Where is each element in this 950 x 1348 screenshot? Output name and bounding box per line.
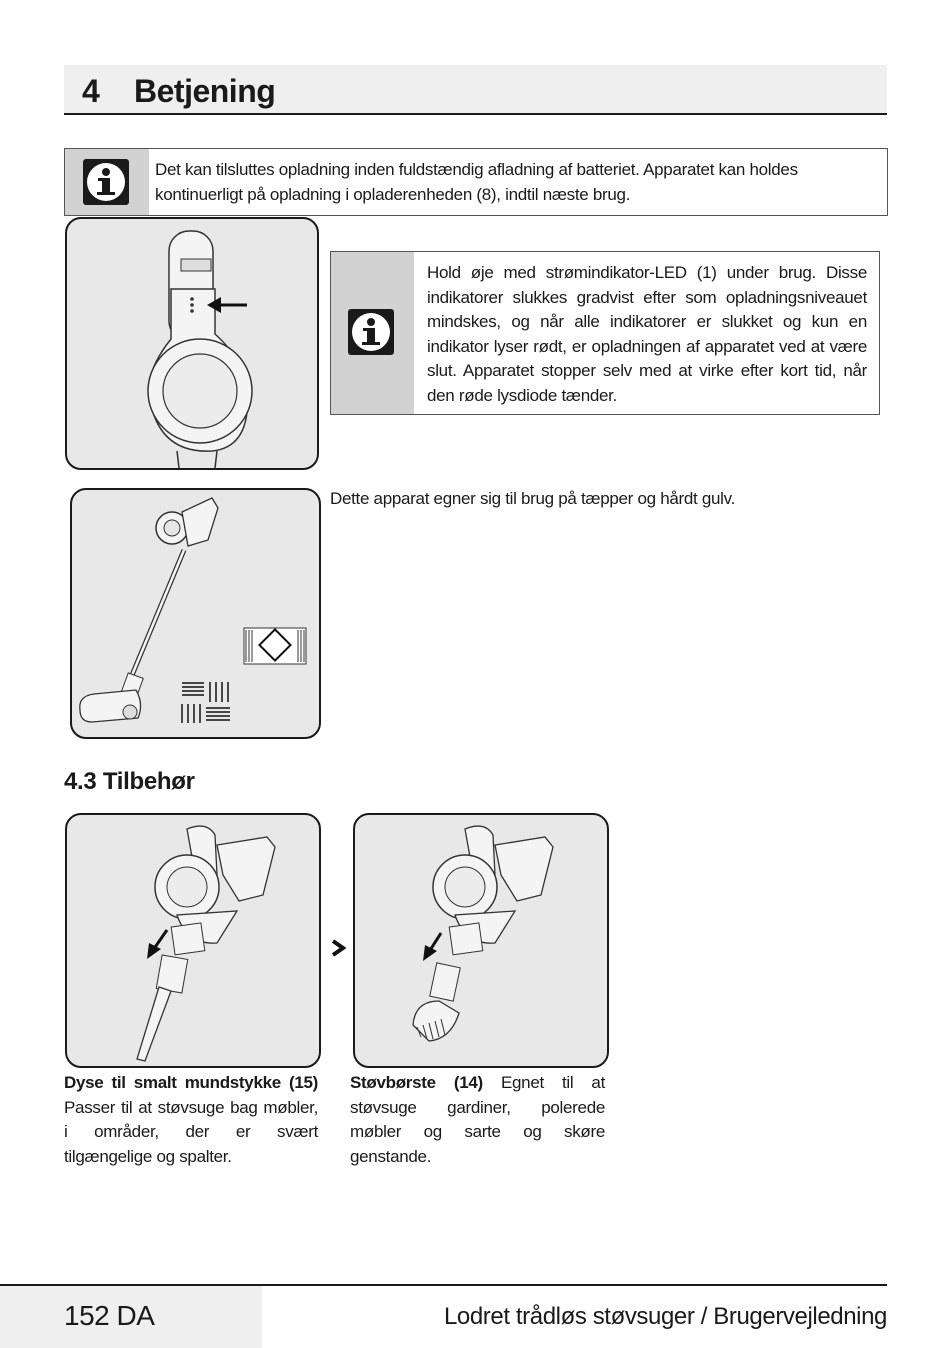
chapter-number: 4 [82,73,100,109]
chapter-header [64,65,887,115]
info-note-led [330,251,880,415]
illustration-led-indicator [65,217,319,470]
footer-document-title: Lodret trådløs støvsuger / Brugervejledning [443,1303,887,1330]
info-note-charging [64,148,888,216]
note-icon-cell [65,149,149,215]
arrow-right-icon [330,938,348,958]
section-title: 4.3 Tilbehør [64,768,195,795]
illustration-crevice-nozzle [65,813,321,1068]
accessory-name: Støvbørste (14) [350,1073,483,1092]
note-text: Det kan tilsluttes opladning inden fuldstændig afladning af batteriet. Apparatet kan holdes kontinuerligt på opladning i opladerenheden (8), indtil næste brug. [155,160,798,204]
accessory-description: Egnet til at støvsuge gardiner, polerede møbler og sarte og skøre genstande. [350,1073,606,1166]
accessory-caption-brush [350,1071,605,1169]
illustration-floor-types [70,488,321,739]
accessory-description: Passer til at støvsuge bag møbler, i områder, der er svært tilgængelige og spalter. [64,1097,318,1166]
info-icon [348,309,394,355]
floor-suitability-text: Dette apparat egner sig til brug på tæpper og hårdt gulv. [330,489,736,508]
accessory-name: Dyse til smalt mundstykke (15) [64,1073,318,1092]
page-number: 152 DA [64,1300,155,1331]
note-icon-cell [331,252,414,414]
illustration-dust-brush [353,813,609,1068]
chapter-title: Betjening [134,73,276,109]
accessory-caption-crevice [64,1071,318,1169]
info-icon [83,159,129,205]
note-text: Hold øje med strømindikator-LED (1) under brug. Disse indikatorer slukkes gradvist efter som opladningsniveauet mindskes, og når alle indikatorer er slukket og kun en indikator lyser rødt, er opladningen af apparatet ved at være slut. Apparatet stopper selv med at virke efter kort tid, når den røde lysdiode tænder. [427,263,867,405]
